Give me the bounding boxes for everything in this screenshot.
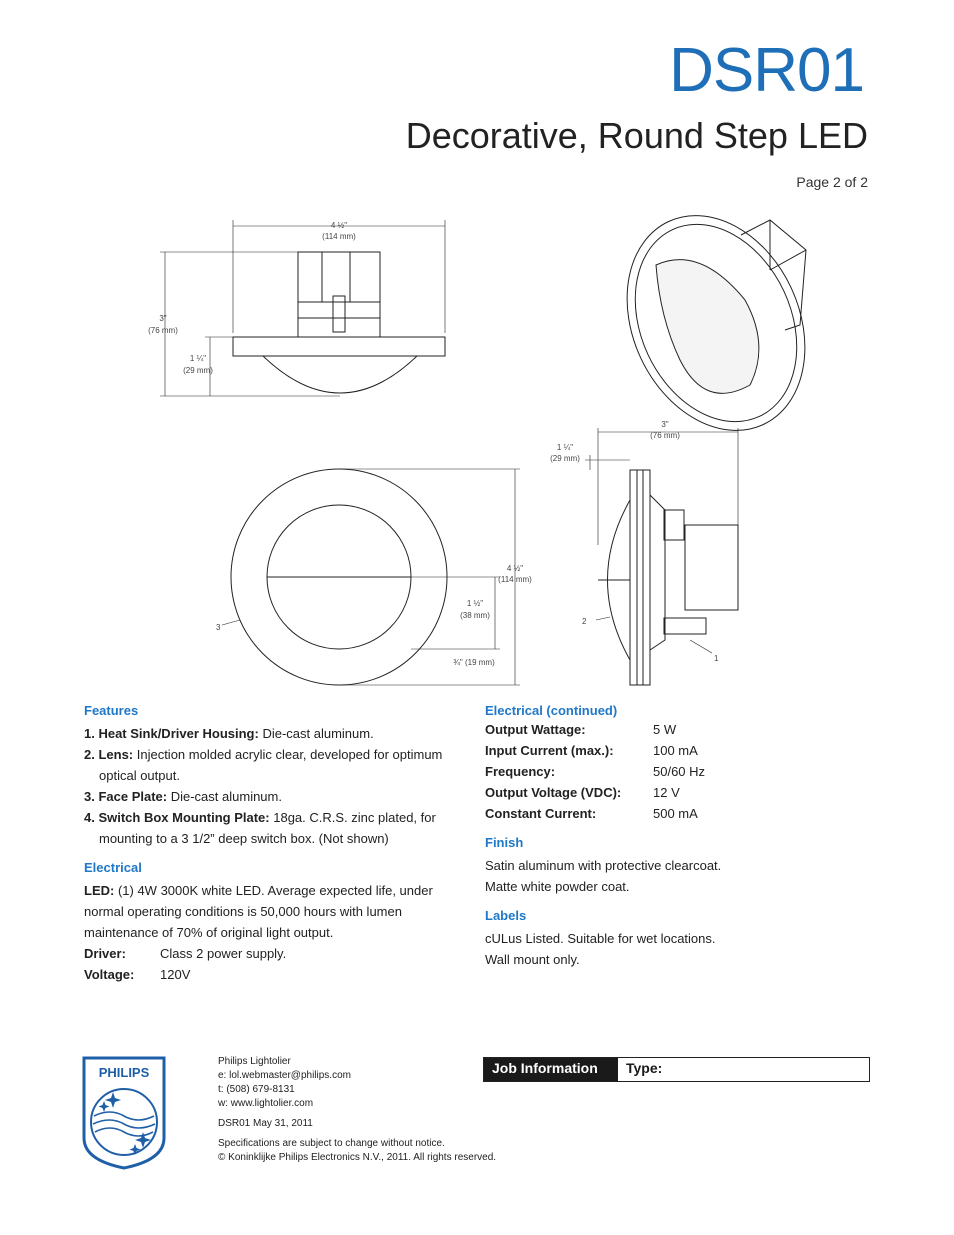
callout-2: 2 (582, 617, 587, 626)
contact-email[interactable]: e: lol.webmaster@philips.com (218, 1070, 351, 1081)
dim-front-half: 1 ½" (466, 599, 484, 608)
star-icon (99, 1092, 152, 1155)
dim-side-depth-mm: (76 mm) (650, 431, 680, 440)
dim-front-dia-mm: (114 mm) (498, 575, 532, 584)
dim-top-lens-mm: (29 mm) (183, 366, 213, 375)
list-item: 3. Face Plate: Die-cast aluminum. (84, 789, 282, 804)
features-list (84, 723, 464, 849)
dim-top-height: 3" (159, 314, 167, 323)
electrical-continued-heading: Electrical (continued) (485, 703, 618, 718)
labels-line: cULus Listed. Suitable for wet locations. (485, 931, 716, 946)
dim-front-dia: 4 ½" (506, 564, 524, 573)
brand-wordmark: PHILIPS (98, 1065, 150, 1080)
finish-line: Matte white powder coat. (485, 879, 630, 894)
table-row: Output Voltage (VDC): 12 V (485, 785, 680, 800)
page-title: DSR01 (669, 36, 864, 105)
dim-side-lens: 1 ¼" (556, 443, 574, 452)
table-row: Input Current (max.): 100 mA (485, 743, 698, 758)
right-column (485, 703, 875, 970)
dim-top-width-mm: (114 mm) (322, 232, 356, 241)
labels-line: Wall mount only. (485, 952, 580, 967)
electrical-row: Driver: Class 2 power supply. (84, 946, 287, 961)
dim-front-half-mm: (38 mm) (460, 611, 490, 620)
features-heading: Features (84, 703, 139, 718)
dim-front-low: ¾" (19 mm) (453, 658, 495, 667)
electrical-row: Voltage: 120V (84, 967, 191, 982)
footer-contact (218, 1055, 496, 1165)
list-item: 4. Switch Box Mounting Plate: 18ga. C.R.S. zinc plated, for mounting to a 3 1/2” deep switch box. (Not shown) (84, 810, 436, 846)
doc-date: DSR01 May 31, 2011 (218, 1118, 313, 1129)
page-number: Page 2 of 2 (796, 174, 868, 190)
dim-top-lens: 1 ¼" (189, 354, 207, 363)
job-type-field[interactable]: Type: (626, 1060, 663, 1076)
left-column (84, 703, 464, 985)
page-subtitle: Decorative, Round Step LED (405, 115, 868, 156)
table-row: Frequency: 50/60 Hz (485, 764, 706, 779)
table-row: Constant Current: 500 mA (485, 806, 698, 821)
electrical-continued-table (485, 719, 875, 824)
notice: Specifications are subject to change without notice. (218, 1138, 445, 1149)
contact-phone: t: (508) 679-8131 (218, 1084, 295, 1095)
dim-top-width: 4 ½" (330, 221, 348, 230)
labels-heading: Labels (485, 908, 527, 923)
electrical-heading: Electrical (84, 860, 142, 875)
list-item: 2. Lens: Injection molded acrylic clear, developed for optimum optical output. (84, 747, 443, 783)
contact-web[interactable]: w: www.lightolier.com (218, 1098, 314, 1109)
electrical-led: LED: (1) 4W 3000K white LED. Average expected life, under normal operating conditions is 50,000 hours with lumen maintenance of 70% of original light output. (84, 883, 433, 940)
dim-side-lens-mm: (29 mm) (550, 454, 580, 463)
company-name: Philips Lightolier (218, 1056, 291, 1067)
list-item: 1. Heat Sink/Driver Housing: Die-cast aluminum. (84, 726, 374, 741)
dim-side-depth: 3" (661, 420, 669, 429)
job-information-label: Job Information (484, 1058, 618, 1081)
callout-1: 1 (714, 654, 719, 663)
table-row: Output Wattage: 5 W (485, 722, 677, 737)
copyright: © Koninklijke Philips Electronics N.V., 2011. All rights reserved. (218, 1152, 497, 1163)
finish-heading: Finish (485, 835, 524, 850)
job-information-box (483, 1057, 870, 1082)
callout-3: 3 (216, 623, 221, 632)
dim-top-height-mm: (76 mm) (148, 326, 178, 335)
finish-line: Satin aluminum with protective clearcoat. (485, 858, 722, 873)
